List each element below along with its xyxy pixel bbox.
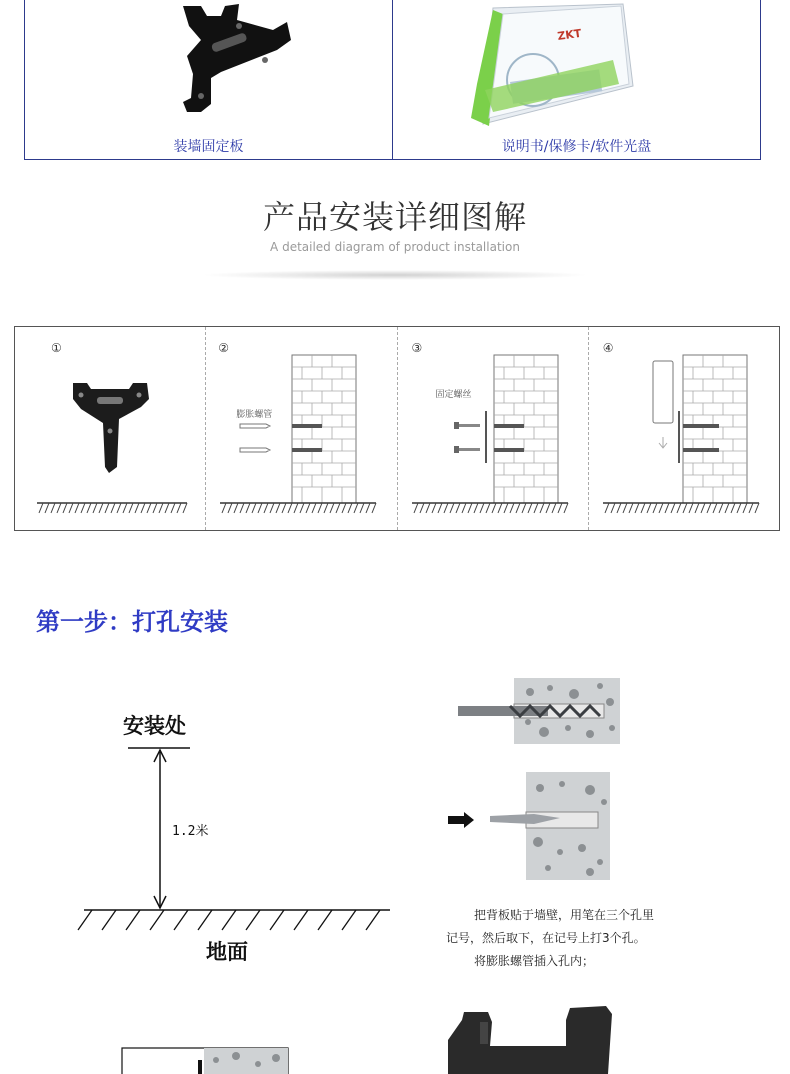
step-one-instructions: [446, 904, 746, 973]
step-number: ①: [51, 341, 62, 355]
next-step-illustrations: [0, 1000, 790, 1074]
accessory-cell-mounting-plate: [25, 0, 392, 159]
step-panel-2: [205, 327, 396, 530]
step-number: ②: [218, 341, 230, 355]
step-number: ③: [411, 341, 423, 355]
accessories-table: [24, 0, 761, 160]
install-position-label: 安装处: [123, 714, 186, 738]
mounting-plate-icon: [25, 0, 393, 130]
step-panel-4: [588, 327, 779, 530]
install-height-diagram: [0, 680, 420, 980]
accessory-cell-manual: [392, 0, 760, 159]
manual-booklet-icon: [393, 0, 761, 130]
drilling-illustration: [440, 672, 640, 892]
accessory-caption: 装墙固定板: [173, 139, 244, 155]
section-divider-shadow: [200, 270, 590, 280]
step-one-heading: 第一步：打孔安装: [36, 608, 228, 636]
install-height-value: 1.2米: [172, 824, 209, 839]
instruction-line: 把背板贴于墙壁，用笔在三个孔里: [474, 908, 655, 922]
booklet-brand: ZKT: [556, 26, 583, 43]
step-panel-1: [15, 327, 205, 530]
step-label-screw: 固定螺丝: [435, 390, 472, 400]
ground-label: 地面: [206, 940, 248, 964]
instruction-line: 记号，然后取下，在记号上打3个孔。: [446, 931, 646, 945]
step-panel-3: [397, 327, 588, 530]
section-title: 产品安装详细图解: [262, 198, 527, 236]
brick-wall-device-icon: [589, 327, 780, 530]
installation-steps-diagram: [14, 326, 780, 531]
brick-wall-screws-icon: [398, 327, 589, 530]
instruction-line: 将膨胀螺管插入孔内；: [474, 954, 595, 968]
section-subtitle: A detailed diagram of product installation: [270, 240, 520, 254]
step-number: ④: [602, 341, 614, 355]
brick-wall-anchors-icon: [206, 327, 397, 530]
step-label-anchor: 膨胀螺管: [236, 410, 273, 420]
accessory-caption: 说明书/保修卡/软件光盘: [501, 139, 652, 155]
mounting-plate-icon: [15, 327, 206, 530]
